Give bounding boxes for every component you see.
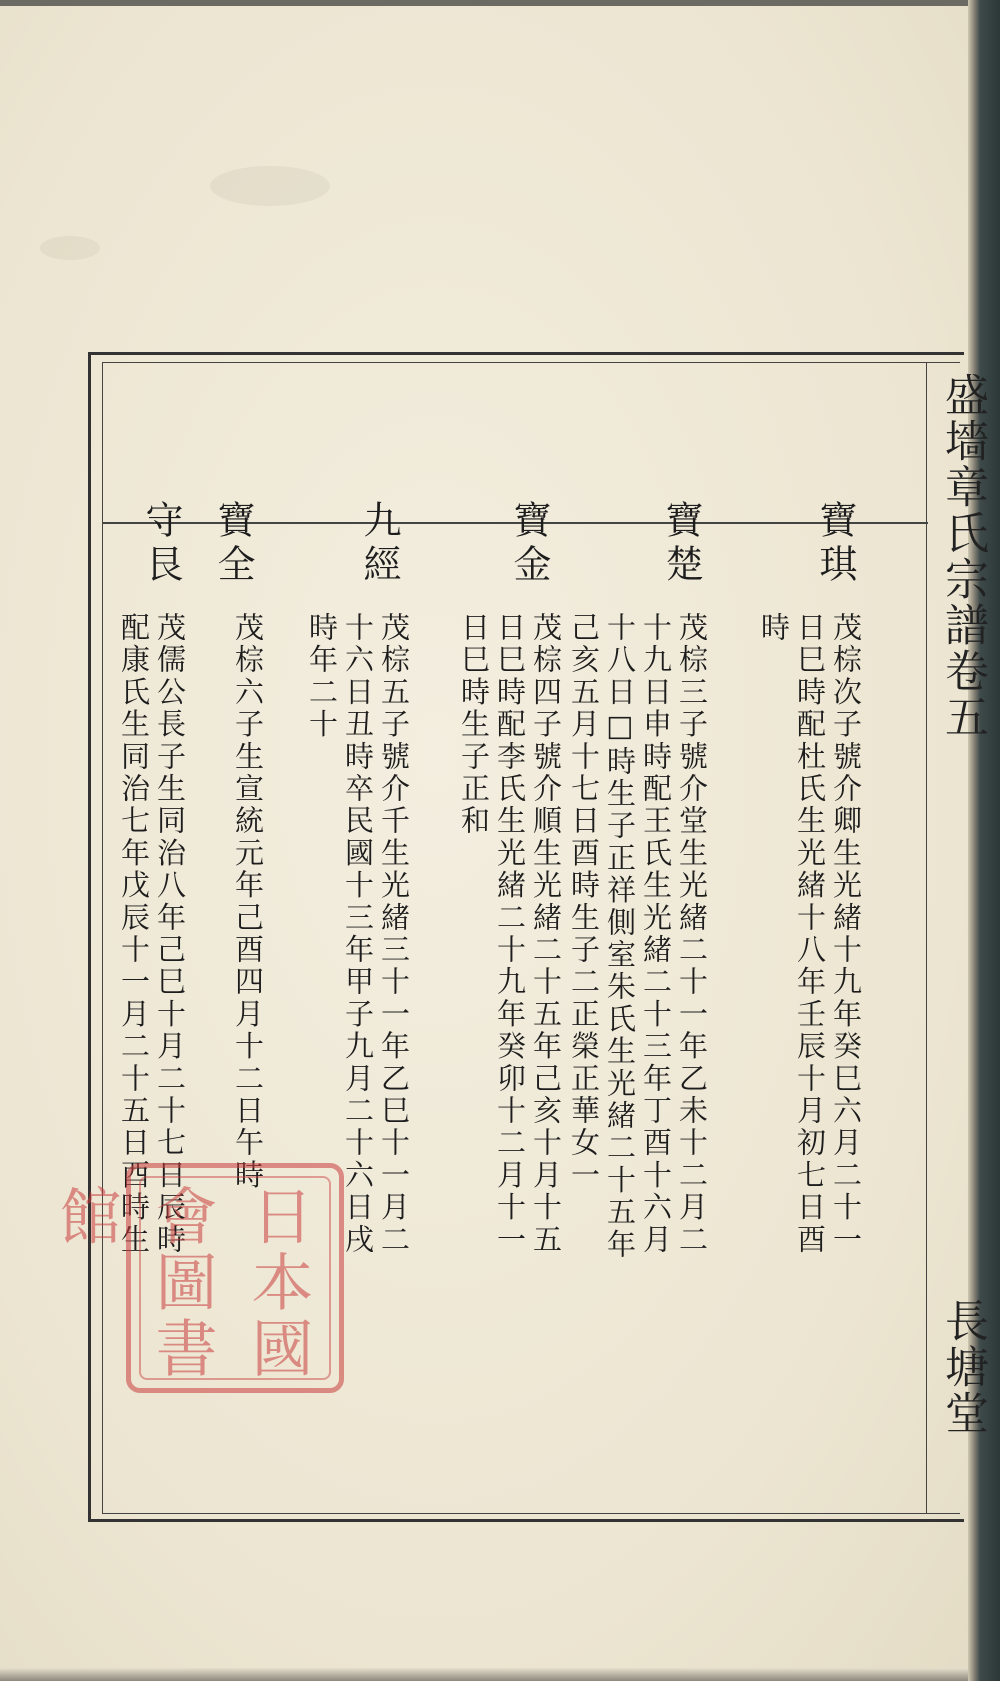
entry-name: 寶楚: [659, 500, 703, 588]
entry-name: 寶金: [507, 500, 551, 588]
entry-text-line: 茂棕四子號介順生光緒二十五年己亥十月十五: [529, 612, 563, 1256]
seal-text: 日本國會圖書館: [49, 1184, 314, 1382]
entry-text-line: 茂儒公長子生同治八年己巳十月二十七日辰時: [153, 612, 187, 1256]
entry-text-line: 配康氏生同治七年戊辰十一月二十五日酉時生: [117, 612, 151, 1256]
entry-text-line: 十八日□時生子正祥側室朱氏生光緒二十五年: [603, 612, 637, 1261]
entry-text-line: 日巳時配李氏生光緒二十九年癸卯十二月十一: [493, 612, 527, 1256]
entry-name: 寶全: [211, 500, 255, 588]
paper-stain: [40, 236, 100, 260]
fold-column-line: [926, 362, 927, 1514]
bottom-page-edge: [0, 1668, 968, 1681]
entry-text-line: 十九日申時配王氏生光緒二十三年丁酉十六月: [639, 612, 673, 1256]
library-seal-stamp: [49, 1163, 344, 1393]
entry-name: 九經: [357, 500, 401, 588]
entry-text-line: 茂棕六子生宣統元年己酉四月十二日午時: [231, 612, 265, 1192]
hall-name: 長塘堂: [937, 1298, 988, 1436]
entry-text-line: 日巳時配杜氏生光緒十八年壬辰十月初七日酉: [793, 612, 827, 1256]
book-title: 盛墻章氏宗譜卷五: [937, 372, 988, 740]
entry-text-line: 時年二十: [305, 612, 339, 741]
entry-text-line: 茂棕次子號介卿生光緒十九年癸巳六月二十一: [829, 612, 863, 1256]
entry-text-line: 時: [757, 612, 791, 645]
entry-name: 寶琪: [813, 500, 857, 588]
entry-text-line: 茂棕五子號介千生光緒三十一年乙巳十一月二: [377, 612, 411, 1256]
entry-text-line: 十六日丑時卒民國十三年甲子九月二十六日戌: [341, 612, 375, 1256]
entry-text-line: 日巳時生子正和: [457, 612, 491, 838]
entry-name: 守艮: [139, 500, 183, 588]
paper-stain: [210, 166, 330, 206]
entry-text-line: 己亥五月十七日酉時生子二正榮正華女一: [567, 612, 601, 1192]
entry-text-line: 茂棕三子號介堂生光緒二十一年乙未十二月二: [675, 612, 709, 1256]
